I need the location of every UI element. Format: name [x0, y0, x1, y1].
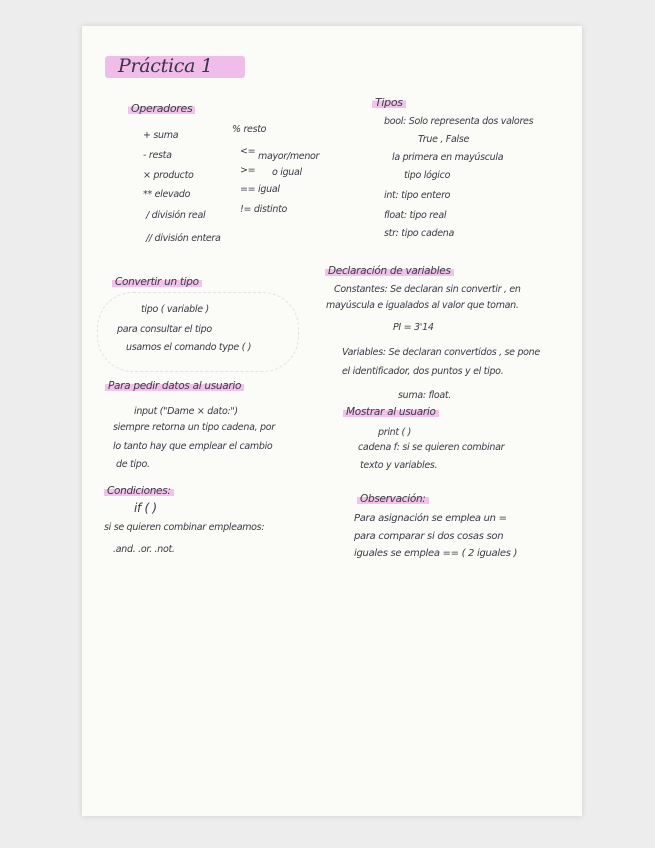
mostrar-line-0: print ( )	[378, 427, 412, 438]
tipos-line-5: float: tipo real	[384, 210, 447, 221]
op-left-2: × producto	[143, 170, 194, 181]
op-left-3: ** elevado	[143, 189, 191, 200]
pedir-line-1: siempre retorna un tipo cadena, por	[113, 422, 275, 433]
convertir-line-1: para consultar el tipo	[117, 324, 212, 335]
declaracion-line-4: el identificador, dos puntos y el tipo.	[342, 366, 504, 377]
condiciones-line-2: .and. .or. .not.	[113, 544, 175, 555]
op-left-4: / división real	[146, 210, 206, 221]
op-note-1: o igual	[272, 167, 302, 178]
tipos-heading: Tipos	[372, 96, 406, 109]
op-right-2: >=	[240, 165, 256, 176]
declaracion-line-5: suma: float.	[398, 390, 452, 401]
observacion-line-2: iguales se emplea == ( 2 iguales )	[354, 548, 518, 559]
declaracion-line-0: Constantes: Se declaran sin convertir , en	[334, 284, 521, 295]
condiciones-line-1: si se quieren combinar empleamos:	[104, 522, 265, 533]
observacion-heading: Observación:	[357, 493, 429, 505]
mostrar-line-2: texto y variables.	[360, 460, 438, 471]
pedir-line-3: de tipo.	[116, 459, 150, 470]
convertir-heading: Convertir un tipo	[112, 276, 202, 288]
observacion-line-0: Para asignación se emplea un =	[354, 513, 507, 524]
operadores-heading: Operadores	[128, 102, 195, 115]
convertir-line-0: tipo ( variable )	[141, 304, 209, 315]
page-title: Práctica 1	[118, 55, 213, 77]
op-left-5: // división entera	[146, 233, 221, 244]
notebook-page	[82, 26, 582, 816]
op-right-0: % resto	[232, 124, 267, 135]
tipos-line-6: str: tipo cadena	[384, 228, 454, 239]
op-right-3: == igual	[240, 184, 280, 195]
op-left-0: + suma	[143, 130, 179, 141]
declaracion-line-1: mayúscula e igualados al valor que toman.	[326, 300, 519, 311]
convertir-line-2: usamos el comando type ( )	[126, 342, 252, 353]
op-left-1: - resta	[143, 150, 172, 161]
op-right-4: != distinto	[240, 204, 288, 215]
tipos-line-0: bool: Solo representa dos valores	[384, 116, 534, 127]
declaracion-line-2: PI = 3'14	[393, 322, 434, 333]
mostrar-line-1: cadena f: si se quieren combinar	[358, 442, 505, 453]
declaracion-line-3: Variables: Se declaran convertidos , se pone	[342, 347, 540, 358]
condiciones-line-0: if ( )	[134, 501, 157, 515]
pedir-line-0: input ("Dame × dato:")	[134, 406, 238, 417]
mostrar-heading: Mostrar al usuario	[343, 406, 439, 418]
pedir-heading: Para pedir datos al usuario	[105, 380, 244, 392]
observacion-line-1: para comparar si dos cosas son	[354, 531, 504, 542]
tipos-line-4: int: tipo entero	[384, 190, 451, 201]
tipos-line-1: True , False	[418, 134, 470, 145]
tipos-line-3: tipo lógico	[404, 170, 451, 181]
tipos-line-2: la primera en mayúscula	[392, 152, 504, 163]
declaracion-heading: Declaración de variables	[325, 265, 454, 277]
op-right-1: <=	[240, 146, 256, 157]
condiciones-heading: Condiciones:	[104, 485, 174, 497]
pedir-line-2: lo tanto hay que emplear el cambio	[113, 441, 273, 452]
op-note-0: mayor/menor	[258, 151, 320, 162]
